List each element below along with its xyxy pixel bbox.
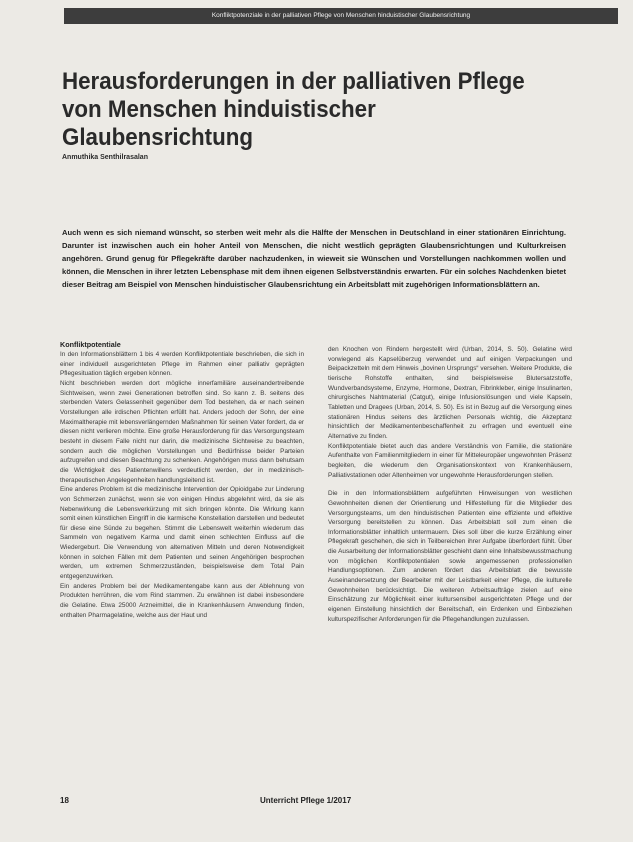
- section-heading: Konfliktpotentiale: [60, 340, 121, 349]
- left-column: [60, 340, 304, 792]
- article-author: Anmuthika Senthilrasalan: [62, 154, 148, 161]
- journal-issue: Unterricht Pflege 1/2017: [260, 796, 352, 805]
- body-paragraph: Ein anderes Problem bei der Medikamentengabe kann aus der Ablehnung von Produkten herrühren, die vom Rind stammen. Zu erwähnen ist dabei insbesondere die Gelatine. Etwa 25000 Arzneimittel, die in Krankenhäusern Anwendung finden, enthalten Pharmagelatine, welche aus der Haut und: [60, 582, 304, 619]
- body-paragraph: den Knochen von Rindern hergestellt wird (Urban, 2014, S. 50). Gelatine wird vorwiegend als Kapselüberzug verwendet und auf einigen Verpackungen und Beipackzetteln mit dem Hinweis „bovinen Ursprungs“ versehen. Weitere Produkte, die tierische Rohstoffe enthalten, sind beispielsweise Blutersatzstoffe, Wundverbandsysteme, Enzyme, Hormone, Dextran, Fibrinkleber, einige Insulinarten, chirurgisches Nahtmaterial (Catgut), einige Infusionslösungen und viele Kapseln, Tabletten und Dragees (Urban, 2014, S. 50). Es ist in Bezug auf die Versorgung eines stationären Hindus seitens des ärztlichen Personals wichtig, die Akzeptanz hinsichtlich der Medikamentenbeschaffenheit zu erfragen und eventuell eine Alternative zu finden.: [328, 346, 572, 440]
- right-column: [328, 345, 572, 765]
- body-paragraph: Konfliktpotentiale bietet auch das andere Verständnis von Familie, die stationäre Aufenthalte von Familienmitgliedern in einer für Mitteleuropäer ungewohnten Präsenz begleiten, die wiederum den Organisationskontext von Krankenhäusern, Palliativstationen oder Altenheimen vor ungewohnte Herausforderungen stellen.: [328, 442, 572, 479]
- article-lead: Auch wenn es sich niemand wünscht, so sterben weit mehr als die Hälfte der Menschen in Deutschland in einer stationären Einrichtung. Darunter ist inzwischen auch ein hoher Anteil von Menschen, die nicht westlich geprägten Glaubensrichtungen und Kulturkreisen angehören. Grund genug für Pflegekräfte darüber nachzudenken, in wieweit sie Wünschen und Vorstellungen nachkommen wollen und können, die Menschen in ihrer letzten Lebensphase mit dem ihnen eigenen Selbstverständnis erwarten. Für ein solches Nachdenken bietet dieser Beitrag am Beispiel von Menschen hinduistischer Glaubensrichtung ein Arbeitsblatt mit zugehörigen Informationsblättern an.: [62, 228, 566, 290]
- body-paragraph: Eine anderes Problem ist die medizinische Intervention der Opioidgabe zur Linderung von Schmerzen zunächst, wenn sie von einigen Hindus abgelehnt wird, da sie als Nebenwirkung die Lebensverkürzung mit sich bringen könnte. Die Wirkung kann somit einen künstlichen Eingriff in die karmische Konstellation darstellen und bedeutet für diese eine Sünde zu begehen. Stimmt die Lebenswelt weiterhin wiederum das Sammeln von negativem Karma und damit einen schlechten Einfluss auf die Wiedergeburt. Die Verwendung von alternativen Mitteln und deren Notwendigkeit können in solchen Fällen mit dem Patienten und seinen Angehörigen besprochen werden, um extremen Schmerzzuständen, beispielsweise dem Total Pain entgegenzuwirken.: [60, 486, 304, 581]
- body-paragraph: In den Informationsblättern 1 bis 4 werden Konfliktpotentiale beschrieben, die sich in einer individuell ausgerichteten Pflege im Rahmen einer palliativ geprägten Pflegesituation täglich ergeben können.: [60, 351, 304, 378]
- body-paragraph: Die in den Informationsblättern aufgeführten Hinweisungen von westlichen Gewohnheiten dienen der Orientierung und Hilfestellung für die Mitglieder des Versorgungsteams, um den hinduistischen Patienten eine effiziente und effektive Versorgung bereitstellen zu können. Das Arbeitsblatt soll zum einen die Informationsblätter inhaltlich untermauern. Dies soll über die kurze Erzählung einer Pflegekraft geschehen, die sich in Teilbereichen ihrer Aufgabe überfordert fühlt. Über die Ausarbeitung der Informationsblätter geschieht dann eine Inhaltsbewusstmachung von möglichen Konfliktpotentialen sowie angemessenen professionellen Handlungsoptionen. Zum anderen fördert das Arbeitsblatt die bewusste Auseinandersetzung der Bearbeiter mit der Leistbarkeit einer Pflege, die kulturelle Gewohnheiten berücksichtigt. Die weiteren Arbeitsaufträge zielen auf eine Einschätzung zur Möglichkeit einer kultursensibel ausgerichteten Pflege und der eigenen Einstellung hinsichtlich der Bereitschaft, ein Erdenken und Einbeziehen kulturspezifischer Anforderungen für die Pflegehandlungen zuzulassen.: [328, 490, 572, 623]
- page-number: 18: [60, 796, 69, 805]
- article-title: Herausforderungen in der palliativen Pflege von Menschen hinduistischer Glaubensrichtung: [62, 68, 525, 151]
- body-paragraph: Nicht beschrieben werden dort mögliche innerfamiliäre auseinandertreibende Sichtweisen, wenn zwei Generationen betroffen sind. So kann z. B. seitens des sterbenden Vaters Gelassenheit gegenüber dem Tod bestehen, da er nach seinen Vorstellungen alle irdischen Pflichten erfüllt hat. Anders jedoch der Sohn, der eine Maximaltherapie mit lebensverlängernden Maßnahmen für seinen Vater fordert, da er diesen nicht verlieren möchte. Eine große Herausforderung für das Versorgungsteam besteht in diesem Falle nicht nur darin, die medizinische Sichtweise zu beachten, sondern auch die möglichen Vorstellungen und Bedürfnisse beider Parteien aufzugreifen und diesen Beachtung zu schenken. Angehörigen muss dann behutsam die Wichtigkeit des Patientenwillens verdeutlicht werden, der in medizinisch-therapeutischen Angelegenheiten handlungsleitend ist.: [60, 379, 304, 484]
- running-header: Konfliktpotenziale in der palliativen Pflege von Menschen hinduistischer Glaubensrichtung: [64, 8, 618, 24]
